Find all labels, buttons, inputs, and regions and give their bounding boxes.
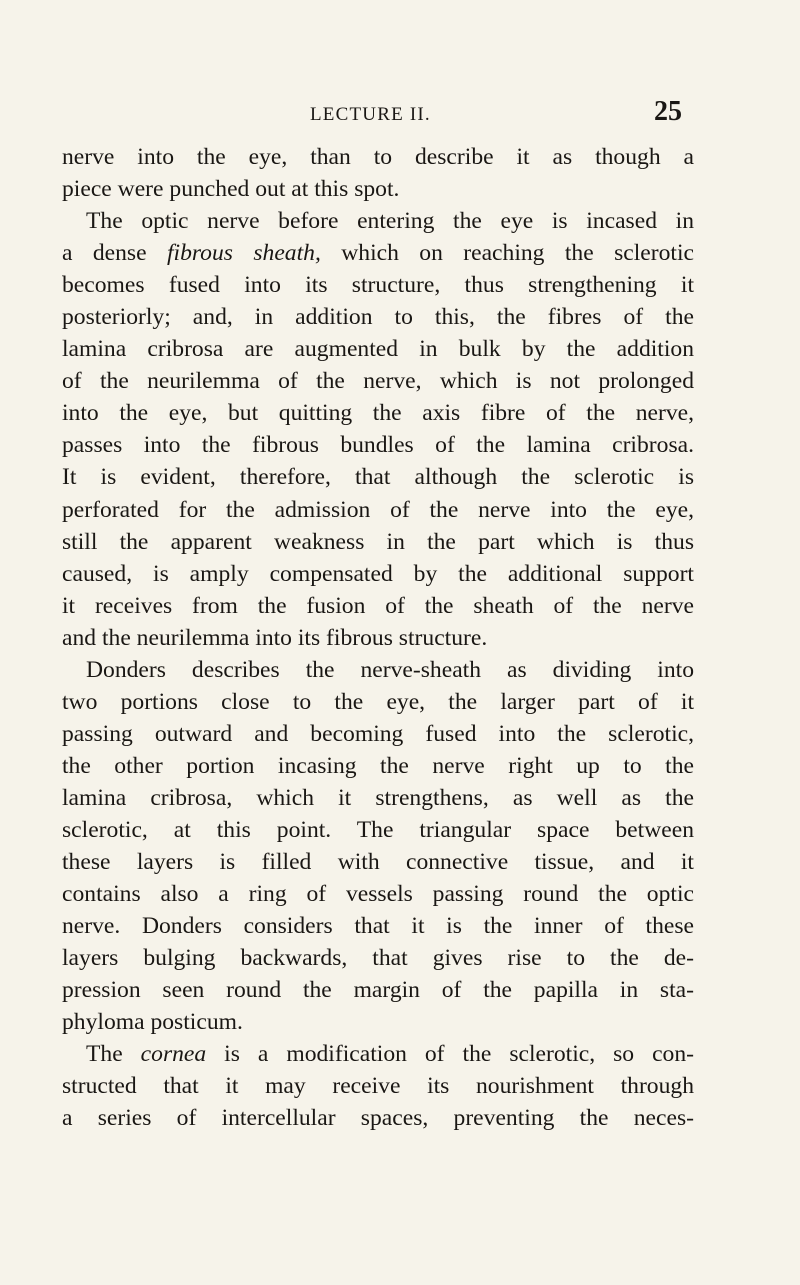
line-text: The — [86, 1041, 141, 1068]
line-text: which on reaching the sclerotic — [320, 240, 694, 267]
text-line: structed that it may receive its nourishment through — [62, 1073, 694, 1100]
text-line: perforated for the admission of the nerve into the eye, — [62, 496, 694, 523]
text-line: passing outward and becoming fused into the sclerotic, — [62, 720, 694, 747]
paragraph-start-line: The optic nerve before entering the eye is incased in — [86, 208, 694, 235]
line-text: is a modification of the sclerotic, so con- — [206, 1041, 694, 1068]
text-line: of the neurilemma of the nerve, which is not prolonged — [62, 368, 694, 395]
text-line — [62, 237, 694, 269]
text-line: posteriorly; and, in addition to this, the fibres of the — [62, 304, 694, 331]
emphasis-fibrous-sheath: fibrous sheath, — [166, 240, 321, 267]
paragraph-start-line — [62, 1038, 694, 1070]
text-line: into the eye, but quitting the axis fibre of the nerve, — [62, 400, 694, 427]
text-line: and the neurilemma into its fibrous structure. — [62, 624, 488, 651]
text-line: nerve into the eye, than to describe it as though a — [62, 144, 694, 170]
text-line: lamina cribrosa, which it strengthens, as well as the — [62, 784, 694, 811]
text-line: it receives from the fusion of the sheath of the nerve — [62, 592, 694, 619]
text-line: the other portion incasing the nerve right up to the — [62, 752, 694, 779]
running-head — [0, 96, 800, 132]
paragraph-start-line: Donders describes the nerve-sheath as dividing into — [86, 656, 694, 683]
text-line: still the apparent weakness in the part which is thus — [62, 528, 694, 555]
line-text: a dense — [62, 240, 167, 267]
body-text — [62, 141, 694, 1134]
text-line: passes into the fibrous bundles of the lamina cribrosa. — [62, 432, 694, 459]
text-line: becomes fused into its structure, thus strengthening it — [62, 272, 694, 299]
text-line: contains also a ring of vessels passing round the optic — [62, 881, 694, 908]
text-line: caused, is amply compensated by the additional support — [62, 560, 694, 587]
text-line: sclerotic, at this point. The triangular space between — [62, 816, 694, 843]
text-line: nerve. Donders considers that it is the inner of these — [62, 913, 694, 940]
lecture-title: LECTURE II. — [310, 104, 431, 125]
text-line: It is evident, therefore, that although the sclerotic is — [62, 464, 694, 491]
text-line: a series of intercellular spaces, preventing the neces- — [62, 1105, 694, 1132]
emphasis-cornea: cornea — [140, 1041, 207, 1068]
text-line: two portions close to the eye, the larger part of it — [62, 688, 694, 715]
text-line: these layers is filled with connective tissue, and it — [62, 849, 694, 876]
text-line: lamina cribrosa are augmented in bulk by the addition — [62, 336, 694, 363]
page-number: 25 — [654, 96, 682, 127]
text-line: piece were punched out at this spot. — [62, 176, 400, 203]
text-line: layers bulging backwards, that gives rise to the de- — [62, 945, 694, 972]
text-line: phyloma posticum. — [62, 1009, 243, 1036]
text-line: pression seen round the margin of the papilla in sta- — [62, 977, 694, 1004]
